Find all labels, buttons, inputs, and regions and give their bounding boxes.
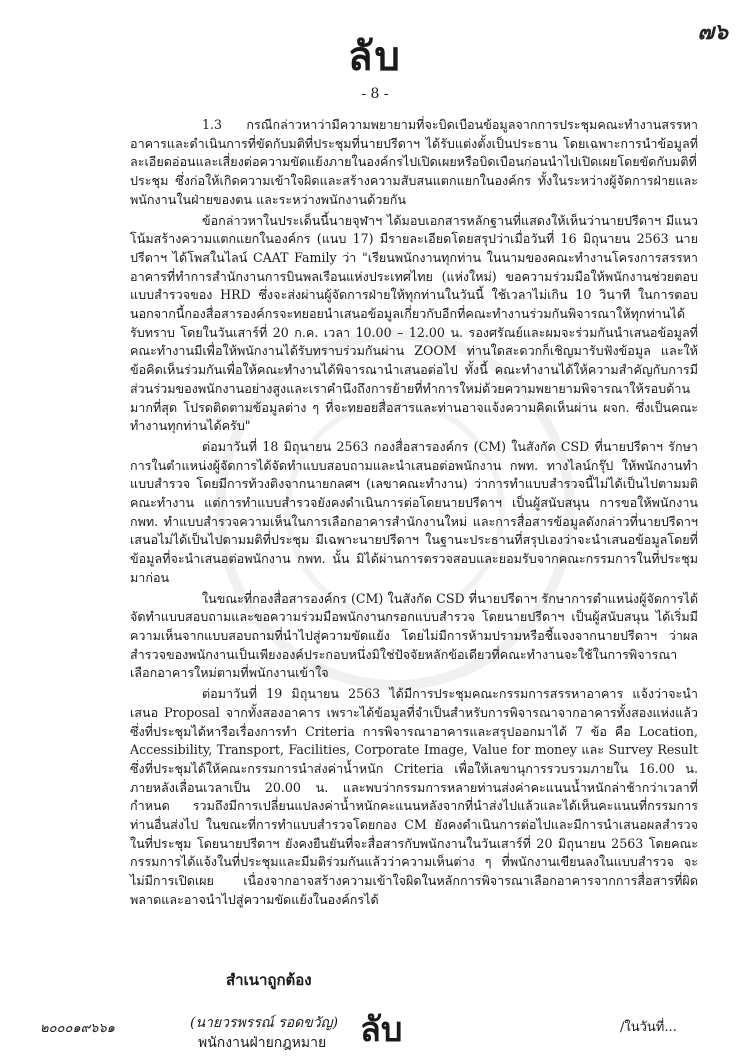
paragraph: ในขณะที่กองสื่อสารองค์กร (CM) ในสังกัด CSD ที่นายปรีดาฯ รักษาการตำแหน่งผู้จัดการได้จัดทำแบบสอบถามและขอความร่วมมือพนักงานกรอกแบบสำรวจ โดยนายปรีดาฯ เป็นผู้สนับสนุน ได้เริ่มมีความเห็นจากแบบสอบถามที่นำไปสู่ความขัดแย้ง โดยไม่มีการห้ามปรามหรือชี้แจงจากนายปรีดาฯ ว่าผลสำรวจของพนักงานเป็นเพียงองค์ประกอบหนึ่งมิใช่ปัจจัยหลักข้อเดียวที่คณะทำงานจะใช้ในการพิจารณาเลือกอาคารใหม่ตามที่พนักงานเข้าใจ <box>130 590 698 681</box>
confidential-stamp-top: ลับ <box>348 33 402 80</box>
page-marker: - 8 - <box>361 86 389 102</box>
signer-position: พนักงานฝ่ายกฎหมาย <box>198 1035 327 1051</box>
confidential-stamp-bottom: ลับ <box>360 1010 403 1050</box>
paragraph: ต่อมาวันที่ 18 มิถุนายน 2563 กองสื่อสารองค์กร (CM) ในสังกัด CSD ที่นายปรีดาฯ รักษาการในตำแหน่งผู้จัดการได้จัดทำแบบสอบถามและนำเสนอต่อพนักงาน กพท. ทางไลน์กรุ๊ป ให้พนักงานทำแบบสำรวจ โดยมีการท้วงติงจากนายกลศฯ (เลขาคณะทำงาน) ว่าการทำแบบสำรวจนี้ไม่ได้เป็นไปตามมติคณะทำงาน แต่การทำแบบสำรวจยังคงดำเนินการต่อโดยนายปรีดาฯ เป็นผู้สนับสนุน การขอให้พนักงาน กพท. ทำแบบสำรวจความเห็นในการเลือกอาคารสำนักงานใหม่ และการสื่อสารข้อมูลดังกล่าวที่นายปรีดาฯ เสนอไม่ได้เป็นไปตามมติที่ประชุม มีเฉพาะนายปรีดาฯ ในฐานะประธานที่สรุปเองว่าจะนำเสนอข้อมูลโดยที่ข้อมูลที่จะนำเสนอต่อพนักงาน กพท. นั้น มิได้ผ่านการตรวจสอบและยอมรับจากคณะกรรมการในที่ประชุมมาก่อน <box>130 438 698 585</box>
signer-name: (นายวรพรรณ์ รอดขวัญ) <box>190 1015 339 1031</box>
certified-copy-label: สำเนาถูกต้อง <box>226 971 312 989</box>
paragraph: ข้อกล่าวหาในประเด็นนี้นายจุฬาฯ ได้มอบเอกสารหลักฐานที่แสดงให้เห็นว่านายปรีดาฯ มีแนวโน้มสร้างความแตกแยกในองค์กร (แนบ 17) มีรายละเอียดโดยสรุปว่าเมื่อวันที่ 16 มิถุนายน 2563 นายปรีดาฯ ได้โพสในไลน์ CAAT Family ว่า "เรียนพนักงานทุกท่าน ในนามของคณะทำงานโครงการสรรหาอาคารที่ทำการสำนักงานการบินพลเรือนแห่งประเทศไทย (แห่งใหม่) ขอความร่วมมือให้พนักงานช่วยตอบแบบสำรวจของ HRD ซึ่งจะส่งผ่านผู้จัดการฝ่ายให้ทุกท่านในวันนี้ ใช้เวลาไม่เกิน 10 วินาที ในการตอบ นอกจากนี้กองสื่อสารองค์กรจะทยอยนำเสนอข้อมูลเกี่ยวกับอีกที่คณะทำงานร่วมกันพิจารณาให้ทุกท่านได้รับทราบ โดยในวันเสาร์ที่ 20 ก.ค. เวลา 10.00 – 12.00 น. รองศรัณย์และผมจะร่วมกันนำเสนอข้อมูลที่คณะทำงานมีเพื่อให้พนักงานได้รับทราบร่วมกันผ่าน ZOOM ท่านใดสะดวกก็เชิญมารับฟังข้อมูล และให้ข้อคิดเห็นร่วมกันเพื่อให้คณะทำงานได้พิจารณานำเสนอต่อไป ทั้งนี้ คณะทำงานได้ให้ความสำคัญกับการมีส่วนร่วมของพนักงานอย่างสูงและเราคำนึงถึงการย้ายที่ทำการใหม่ด้วยความพยายามพิจารณาให้รอบด้านมากที่สุด โปรดติดตามข้อมูลต่าง ๆ ที่จะทยอยสื่อสารและท่านอาจแจ้งความคิดเห็นผ่าน ผจก. ซึ่งเป็นคณะทำงานทุกท่านได้ครับ" <box>130 212 698 434</box>
paragraph: 1.3 กรณีกล่าวหาว่ามีความพยายามที่จะบิดเบือนข้อมูลจากการประชุมคณะทำงานสรรหาอาคารและดำเนินการที่ขัดกับมติที่ประชุมที่นายปรีดาฯ ได้รับแต่งตั้งเป็นประธาน โดยเฉพาะการนำข้อมูลที่ละเอียดอ่อนและเสี่ยงต่อความขัดแย้งภายในองค์กรไปเปิดเผยหรือบิดเบือนก่อนนำไปเปิดเผยโดยขัดกับมติที่ประชุม ซึ่งก่อให้เกิดความเข้าใจผิดและสร้างความสับสนแตกแยกในองค์กร ทั้งในระหว่างผู้จัดการฝ่ายและพนักงานในฝ่ายของตน และระหว่างพนักงานด้วยกัน <box>130 117 698 207</box>
paragraph: ต่อมาวันที่ 19 มิถุนายน 2563 ได้มีการประชุมคณะกรรมการสรรหาอาคาร แจ้งว่าจะนำเสนอ Proposal จากทั้งสองอาคาร เพราะได้ข้อมูลที่จำเป็นสำหรับการพิจารณาจากอาคารทั้งสองแห่งแล้ว ซึ่งที่ประชุมได้หารือเรื่องการทำ Criteria การพิจารณาอาคารและสรุปออกมาได้ 7 ข้อ คือ Location, Accessibility, Transport, Facilities, Corporate Image, Value for money และ Survey Result ซึ่งที่ประชุมได้ให้คณะกรรมการนำส่งค่าน้ำหนัก Criteria เพื่อให้เลขานุการรวบรวมภายใน 16.00 น. ภายหลังเลื่อนเวลาเป็น 20.00 น. และพบว่ากรรมการหลายท่านส่งค่าคะแนนน้ำหนักล่าช้ากว่าเวลาที่กำหนด รวมถึงมีการเปลี่ยนแปลงค่าน้ำหนักคะแนนหลังจากที่นำส่งไปแล้วและได้เห็นคะแนนที่กรรมการท่านอื่นส่งไป ในขณะที่การทำแบบสำรวจโดยกอง CM ยังคงดำเนินการต่อไปและมีการนำเสนอผลสำรวจในที่ประชุม โดยนายปรีดาฯ ยังคงยืนยันที่จะสื่อสารกับพนักงานในวันเสาร์ที่ 20 มิถุนายน 2563 โดยคณะกรรมการได้แจ้งในที่ประชุมและมีมติร่วมกันแล้วว่าความเห็นต่าง ๆ ที่พนักงานเขียนลงในแบบสำรวจ จะไม่มีการเปิดเผย เนื่องจากอาจสร้างความเข้าใจผิดในหลักการพิจารณาเลือกอาคารจากการสื่อสารที่ผิดพลาดและอาจนำไปสู่ความขัดแย้งในองค์กรได้ <box>130 686 698 907</box>
corner-page-number: ๗๖ <box>697 19 728 45</box>
document-number: ๒๐๐๐๑๙๖๖๑ <box>40 1021 115 1036</box>
document-body <box>130 116 698 910</box>
continued-marker: /ในวันที่... <box>620 1020 677 1035</box>
